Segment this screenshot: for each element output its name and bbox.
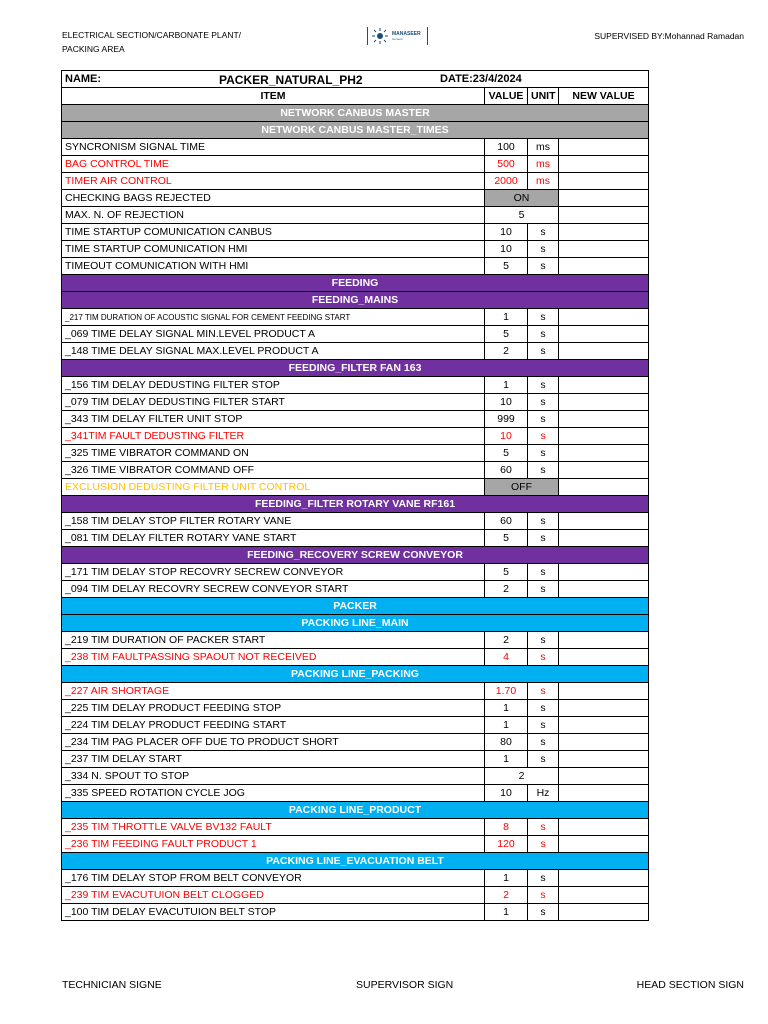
value-cell: 120 xyxy=(485,836,528,853)
table-row xyxy=(62,700,649,717)
new-value-cell[interactable] xyxy=(559,139,649,156)
value-cell: 1 xyxy=(485,700,528,717)
item-cell: _081 TIM DELAY FILTER ROTARY VANE START xyxy=(62,530,485,547)
head-section-signature-label: HEAD SECTION SIGN xyxy=(636,979,744,991)
section-feeding: FEEDING xyxy=(62,275,649,292)
unit-cell: s xyxy=(528,751,559,768)
unit-cell: s xyxy=(528,649,559,666)
new-value-cell[interactable] xyxy=(559,377,649,394)
table-row xyxy=(62,785,649,802)
col-value: VALUE xyxy=(485,88,528,105)
col-new-value: NEW VALUE xyxy=(559,88,649,105)
value-cell: 1 xyxy=(485,309,528,326)
table-row xyxy=(62,445,649,462)
company-logo xyxy=(367,26,439,46)
table-row xyxy=(62,462,649,479)
value-cell: 10 xyxy=(485,785,528,802)
unit-cell: s xyxy=(528,700,559,717)
unit-cell: s xyxy=(528,819,559,836)
section-packer: PACKER xyxy=(62,598,649,615)
value-cell: 5 xyxy=(485,530,528,547)
table-row xyxy=(62,887,649,904)
new-value-cell[interactable] xyxy=(559,156,649,173)
item-cell: _326 TIME VIBRATOR COMMAND OFF xyxy=(62,462,485,479)
value-cell: 5 xyxy=(485,445,528,462)
unit-cell: s xyxy=(528,870,559,887)
item-cell: _341TIM FAULT DEDUSTING FILTER xyxy=(62,428,485,445)
new-value-cell[interactable] xyxy=(559,173,649,190)
unit-cell: s xyxy=(528,904,559,921)
new-value-cell[interactable] xyxy=(559,445,649,462)
value-cell: 5 xyxy=(485,258,528,275)
value-cell: OFF xyxy=(485,479,559,496)
item-cell: _158 TIM DELAY STOP FILTER ROTARY VANE xyxy=(62,513,485,530)
sun-logo-icon xyxy=(372,28,388,44)
table-row xyxy=(62,173,649,190)
table-row xyxy=(62,819,649,836)
item-cell: _148 TIME DELAY SIGNAL MAX.LEVEL PRODUCT A xyxy=(62,343,485,360)
new-value-cell[interactable] xyxy=(559,836,649,853)
value-cell: 5 xyxy=(485,564,528,581)
table-row xyxy=(62,632,649,649)
table-row xyxy=(62,479,649,496)
parameters-table xyxy=(61,70,649,921)
item-cell: _235 TIM THROTTLE VALVE BV132 FAULT xyxy=(62,819,485,836)
value-cell: 10 xyxy=(485,428,528,445)
table-row xyxy=(62,190,649,207)
new-value-cell[interactable] xyxy=(559,717,649,734)
table-row xyxy=(62,241,649,258)
item-cell: _171 TIM DELAY STOP RECOVRY SECREW CONVEYOR xyxy=(62,564,485,581)
table-row xyxy=(62,717,649,734)
unit-cell: s xyxy=(528,343,559,360)
value-cell: 10 xyxy=(485,394,528,411)
table-row xyxy=(62,326,649,343)
item-cell: _217 TIM DURATION OF ACOUSTIC SIGNAL FOR CEMENT FEEDING START xyxy=(62,309,485,326)
new-value-cell[interactable] xyxy=(559,428,649,445)
new-value-cell[interactable] xyxy=(559,683,649,700)
new-value-cell[interactable] xyxy=(559,785,649,802)
table-row xyxy=(62,581,649,598)
new-value-cell[interactable] xyxy=(559,819,649,836)
table-row xyxy=(62,734,649,751)
table-row xyxy=(62,768,649,785)
document-date: DATE:23/4/2024 xyxy=(440,73,522,85)
new-value-cell[interactable] xyxy=(559,207,649,224)
item-cell: _094 TIM DELAY RECOVRY SECREW CONVEYOR START xyxy=(62,581,485,598)
value-cell: 2 xyxy=(485,768,559,785)
unit-cell: s xyxy=(528,428,559,445)
unit-cell: s xyxy=(528,717,559,734)
table-row xyxy=(62,428,649,445)
unit-cell: s xyxy=(528,241,559,258)
item-cell: _325 TIME VIBRATOR COMMAND ON xyxy=(62,445,485,462)
item-cell: _100 TIM DELAY EVACUTUION BELT STOP xyxy=(62,904,485,921)
new-value-cell[interactable] xyxy=(559,700,649,717)
new-value-cell[interactable] xyxy=(559,904,649,921)
table-row xyxy=(62,649,649,666)
value-cell: 5 xyxy=(485,326,528,343)
table-row xyxy=(62,156,649,173)
value-cell: 1.70 xyxy=(485,683,528,700)
item-cell: _225 TIM DELAY PRODUCT FEEDING STOP xyxy=(62,700,485,717)
section-line-product: PACKING LINE_PRODUCT xyxy=(62,802,649,819)
table-row xyxy=(62,751,649,768)
table-row xyxy=(62,870,649,887)
value-cell: 1 xyxy=(485,717,528,734)
item-cell: EXCLUSION DEDUSTING FILTER UNIT CONTROL xyxy=(62,479,485,496)
new-value-cell[interactable] xyxy=(559,309,649,326)
new-value-cell[interactable] xyxy=(559,768,649,785)
item-cell: TIME STARTUP COMUNICATION HMI xyxy=(62,241,485,258)
value-cell: 2 xyxy=(485,887,528,904)
unit-cell: s xyxy=(528,462,559,479)
technician-signature-label: TECHNICIAN SIGNE xyxy=(62,979,162,991)
unit-cell: s xyxy=(528,326,559,343)
section-network-times: NETWORK CANBUS MASTER_TIMES xyxy=(62,122,649,139)
item-cell: _079 TIM DELAY DEDUSTING FILTER START xyxy=(62,394,485,411)
new-value-cell[interactable] xyxy=(559,462,649,479)
unit-cell: ms xyxy=(528,156,559,173)
item-cell: _227 AIR SHORTAGE xyxy=(62,683,485,700)
unit-cell: ms xyxy=(528,173,559,190)
table-row xyxy=(62,309,649,326)
item-cell: TIME STARTUP COMUNICATION CANBUS xyxy=(62,224,485,241)
item-cell: TIMEOUT COMUNICATION WITH HMI xyxy=(62,258,485,275)
logo-subtext: Cement xyxy=(392,37,403,41)
item-cell: _335 SPEED ROTATION CYCLE JOG xyxy=(62,785,485,802)
section-filter-fan: FEEDING_FILTER FAN 163 xyxy=(62,360,649,377)
item-cell: _236 TIM FEEDING FAULT PRODUCT 1 xyxy=(62,836,485,853)
value-cell: 8 xyxy=(485,819,528,836)
table-row xyxy=(62,394,649,411)
new-value-cell[interactable] xyxy=(559,394,649,411)
table-row xyxy=(62,258,649,275)
column-header-row xyxy=(62,88,649,105)
new-value-cell[interactable] xyxy=(559,751,649,768)
table-row xyxy=(62,343,649,360)
value-cell: 4 xyxy=(485,649,528,666)
item-cell: MAX. N. OF REJECTION xyxy=(62,207,485,224)
table-row xyxy=(62,207,649,224)
header-section-line: ELECTRICAL SECTION/CARBONATE PLANT/ xyxy=(62,30,242,40)
new-value-cell[interactable] xyxy=(559,479,649,496)
new-value-cell[interactable] xyxy=(559,887,649,904)
item-cell: _334 N. SPOUT TO STOP xyxy=(62,768,485,785)
section-line-main: PACKING LINE_MAIN xyxy=(62,615,649,632)
item-cell: _156 TIM DELAY DEDUSTING FILTER STOP xyxy=(62,377,485,394)
item-cell: _239 TIM EVACUTUION BELT CLOGGED xyxy=(62,887,485,904)
item-cell: _343 TIM DELAY FILTER UNIT STOP xyxy=(62,411,485,428)
item-cell: SYNCRONISM SIGNAL TIME xyxy=(62,139,485,156)
section-network: NETWORK CANBUS MASTER xyxy=(62,105,649,122)
value-cell: 500 xyxy=(485,156,528,173)
value-cell: ON xyxy=(485,190,559,207)
table-row xyxy=(62,139,649,156)
new-value-cell[interactable] xyxy=(559,734,649,751)
value-cell: 2 xyxy=(485,343,528,360)
unit-cell: s xyxy=(528,683,559,700)
value-cell: 80 xyxy=(485,734,528,751)
value-cell: 999 xyxy=(485,411,528,428)
unit-cell: s xyxy=(528,836,559,853)
col-item: ITEM xyxy=(62,88,485,105)
value-cell: 5 xyxy=(485,207,559,224)
value-cell: 1 xyxy=(485,377,528,394)
name-label: NAME: xyxy=(65,73,102,85)
new-value-cell[interactable] xyxy=(559,241,649,258)
item-cell: _234 TIM PAG PLACER OFF DUE TO PRODUCT SHORT xyxy=(62,734,485,751)
unit-cell: s xyxy=(528,530,559,547)
new-value-cell[interactable] xyxy=(559,649,649,666)
unit-cell: s xyxy=(528,394,559,411)
col-unit: UNIT xyxy=(528,88,559,105)
item-cell: TIMER AIR CONTROL xyxy=(62,173,485,190)
value-cell: 2000 xyxy=(485,173,528,190)
section-feeding-mains: FEEDING_MAINS xyxy=(62,292,649,309)
value-cell: 2 xyxy=(485,581,528,598)
unit-cell: s xyxy=(528,513,559,530)
new-value-cell[interactable] xyxy=(559,411,649,428)
document-title: PACKER_NATURAL_PH2 xyxy=(219,73,363,87)
section-line-evacuation-belt: PACKING LINE_EVACUATION BELT xyxy=(62,853,649,870)
table-row xyxy=(62,530,649,547)
new-value-cell[interactable] xyxy=(559,632,649,649)
new-value-cell[interactable] xyxy=(559,343,649,360)
new-value-cell[interactable] xyxy=(559,530,649,547)
table-row xyxy=(62,513,649,530)
value-cell: 60 xyxy=(485,513,528,530)
table-row xyxy=(62,411,649,428)
section-line-packing: PACKING LINE_PACKING xyxy=(62,666,649,683)
unit-cell: s xyxy=(528,887,559,904)
table-row xyxy=(62,377,649,394)
unit-cell: s xyxy=(528,581,559,598)
unit-cell: s xyxy=(528,377,559,394)
table-row xyxy=(62,224,649,241)
new-value-cell[interactable] xyxy=(559,581,649,598)
title-row xyxy=(62,71,649,88)
section-recovery-screw: FEEDING_RECOVERY SCREW CONVEYOR xyxy=(62,547,649,564)
header-area-line: PACKING AREA xyxy=(62,44,125,54)
value-cell: 2 xyxy=(485,632,528,649)
new-value-cell[interactable] xyxy=(559,870,649,887)
logo-text: MANASEER xyxy=(392,31,421,37)
unit-cell: s xyxy=(528,224,559,241)
value-cell: 1 xyxy=(485,904,528,921)
value-cell: 1 xyxy=(485,751,528,768)
table-row xyxy=(62,683,649,700)
item-cell: _224 TIM DELAY PRODUCT FEEDING START xyxy=(62,717,485,734)
new-value-cell[interactable] xyxy=(559,513,649,530)
unit-cell: Hz xyxy=(528,785,559,802)
value-cell: 60 xyxy=(485,462,528,479)
value-cell: 1 xyxy=(485,870,528,887)
unit-cell: ms xyxy=(528,139,559,156)
item-cell: _237 TIM DELAY START xyxy=(62,751,485,768)
item-cell: BAG CONTROL TIME xyxy=(62,156,485,173)
item-cell: CHECKING BAGS REJECTED xyxy=(62,190,485,207)
unit-cell: s xyxy=(528,564,559,581)
supervised-by: SUPERVISED BY:Mohannad Ramadan xyxy=(594,31,744,41)
document-header-left xyxy=(62,28,241,56)
unit-cell: s xyxy=(528,258,559,275)
value-cell: 10 xyxy=(485,224,528,241)
supervisor-signature-label: SUPERVISOR SIGN xyxy=(356,979,454,991)
item-cell: _069 TIME DELAY SIGNAL MIN.LEVEL PRODUCT A xyxy=(62,326,485,343)
table-row xyxy=(62,904,649,921)
section-rotary-vane: FEEDING_FILTER ROTARY VANE RF161 xyxy=(62,496,649,513)
value-cell: 10 xyxy=(485,241,528,258)
unit-cell: s xyxy=(528,632,559,649)
new-value-cell[interactable] xyxy=(559,224,649,241)
new-value-cell[interactable] xyxy=(559,258,649,275)
unit-cell: s xyxy=(528,411,559,428)
new-value-cell[interactable] xyxy=(559,326,649,343)
unit-cell: s xyxy=(528,309,559,326)
item-cell: _219 TIM DURATION OF PACKER START xyxy=(62,632,485,649)
unit-cell: s xyxy=(528,445,559,462)
table-row xyxy=(62,836,649,853)
item-cell: _238 TIM FAULTPASSING SPAOUT NOT RECEIVED xyxy=(62,649,485,666)
value-cell: 100 xyxy=(485,139,528,156)
new-value-cell[interactable] xyxy=(559,190,649,207)
new-value-cell[interactable] xyxy=(559,564,649,581)
table-row xyxy=(62,564,649,581)
unit-cell: s xyxy=(528,734,559,751)
item-cell: _176 TIM DELAY STOP FROM BELT CONVEYOR xyxy=(62,870,485,887)
